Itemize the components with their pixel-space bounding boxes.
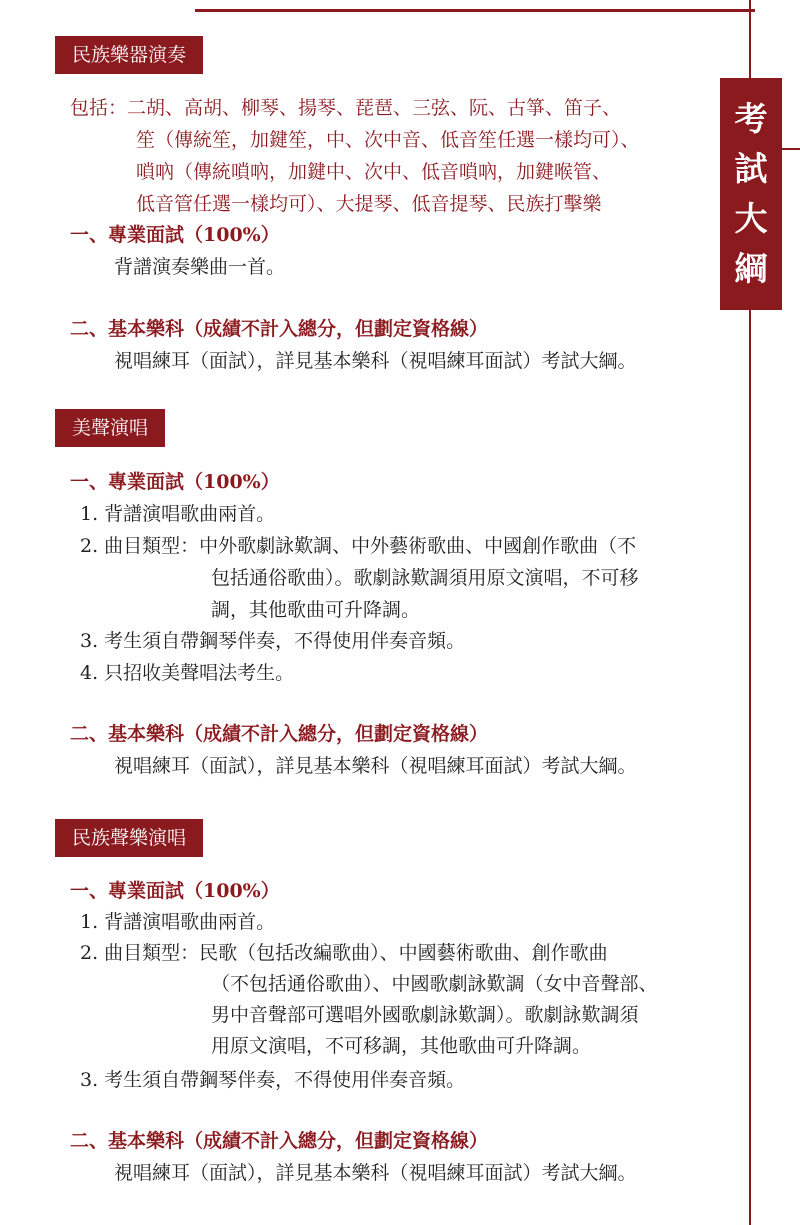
list-item: 1. 背譜演唱歌曲兩首。 [80, 911, 276, 933]
part2-text: 視唱練耳（面試），詳見基本樂科（視唱練耳面試）考試大綱。 [114, 755, 637, 777]
side-tab-exam-outline [720, 78, 782, 310]
top-rule [195, 9, 755, 12]
section-label-instrumental: 民族樂器演奏 [55, 36, 203, 74]
side-tab-char: 試 [734, 149, 768, 188]
list-item: 3. 考生須自帶鋼琴伴奏，不得使用伴奏音頻。 [80, 1069, 466, 1091]
list-item-continuation: （不包括通俗歌曲）、中國歌劇詠歎調（女中音聲部、 [211, 973, 658, 995]
list-item: 4. 只招收美聲唱法考生。 [80, 662, 295, 684]
side-tab-char: 考 [734, 99, 768, 138]
part1-heading: 一、專業面試（100%） [70, 471, 280, 493]
list-item-continuation: 包括通俗歌曲）。歌劇詠歎調須用原文演唱，不可移 [211, 567, 639, 589]
includes-line: 包括：二胡、高胡、柳琴、揚琴、琵琶、三弦、阮、古箏、笛子、 [70, 97, 622, 119]
section-label-bel-canto: 美聲演唱 [55, 409, 165, 447]
part1-heading: 一、專業面試（100%） [70, 224, 280, 246]
part2-heading: 二、基本樂科（成績不計入總分，但劃定資格線） [70, 723, 489, 745]
list-item: 2. 曲目類型：民歌（包括改編歌曲）、中國藝術歌曲、創作歌曲 [80, 942, 608, 964]
part2-heading: 二、基本樂科（成績不計入總分，但劃定資格線） [70, 1130, 489, 1152]
part2-text: 視唱練耳（面試），詳見基本樂科（視唱練耳面試）考試大綱。 [114, 1162, 637, 1184]
part1-text: 背譜演奏樂曲一首。 [114, 256, 286, 278]
includes-line: 低音管任選一樣均可）、大提琴、低音提琴、民族打擊樂 [136, 193, 602, 215]
list-item: 2. 曲目類型：中外歌劇詠歎調、中外藝術歌曲、中國創作歌曲（不 [80, 535, 637, 557]
side-tab-char: 綱 [734, 249, 768, 288]
list-item-continuation: 調，其他歌曲可升降調。 [211, 599, 421, 621]
part2-heading: 二、基本樂科（成績不計入總分，但劃定資格線） [70, 318, 489, 340]
list-item: 1. 背譜演唱歌曲兩首。 [80, 503, 276, 525]
includes-line: 笙（傳統笙，加鍵笙，中、次中音、低音笙任選一樣均可）、 [136, 129, 640, 151]
list-item: 3. 考生須自帶鋼琴伴奏，不得使用伴奏音頻。 [80, 630, 466, 652]
part1-heading: 一、專業面試（100%） [70, 880, 280, 902]
part2-text: 視唱練耳（面試），詳見基本樂科（視唱練耳面試）考試大綱。 [114, 350, 637, 372]
side-tab-char: 大 [734, 199, 768, 238]
section-label-folk-singing: 民族聲樂演唱 [55, 819, 203, 857]
includes-line: 嗩吶（傳統嗩吶，加鍵中、次中、低音嗩吶，加鍵喉管、 [136, 161, 612, 183]
list-item-continuation: 用原文演唱，不可移調，其他歌曲可升降調。 [211, 1035, 592, 1057]
list-item-continuation: 男中音聲部可選唱外國歌劇詠歎調）。歌劇詠歎調須 [211, 1004, 639, 1026]
